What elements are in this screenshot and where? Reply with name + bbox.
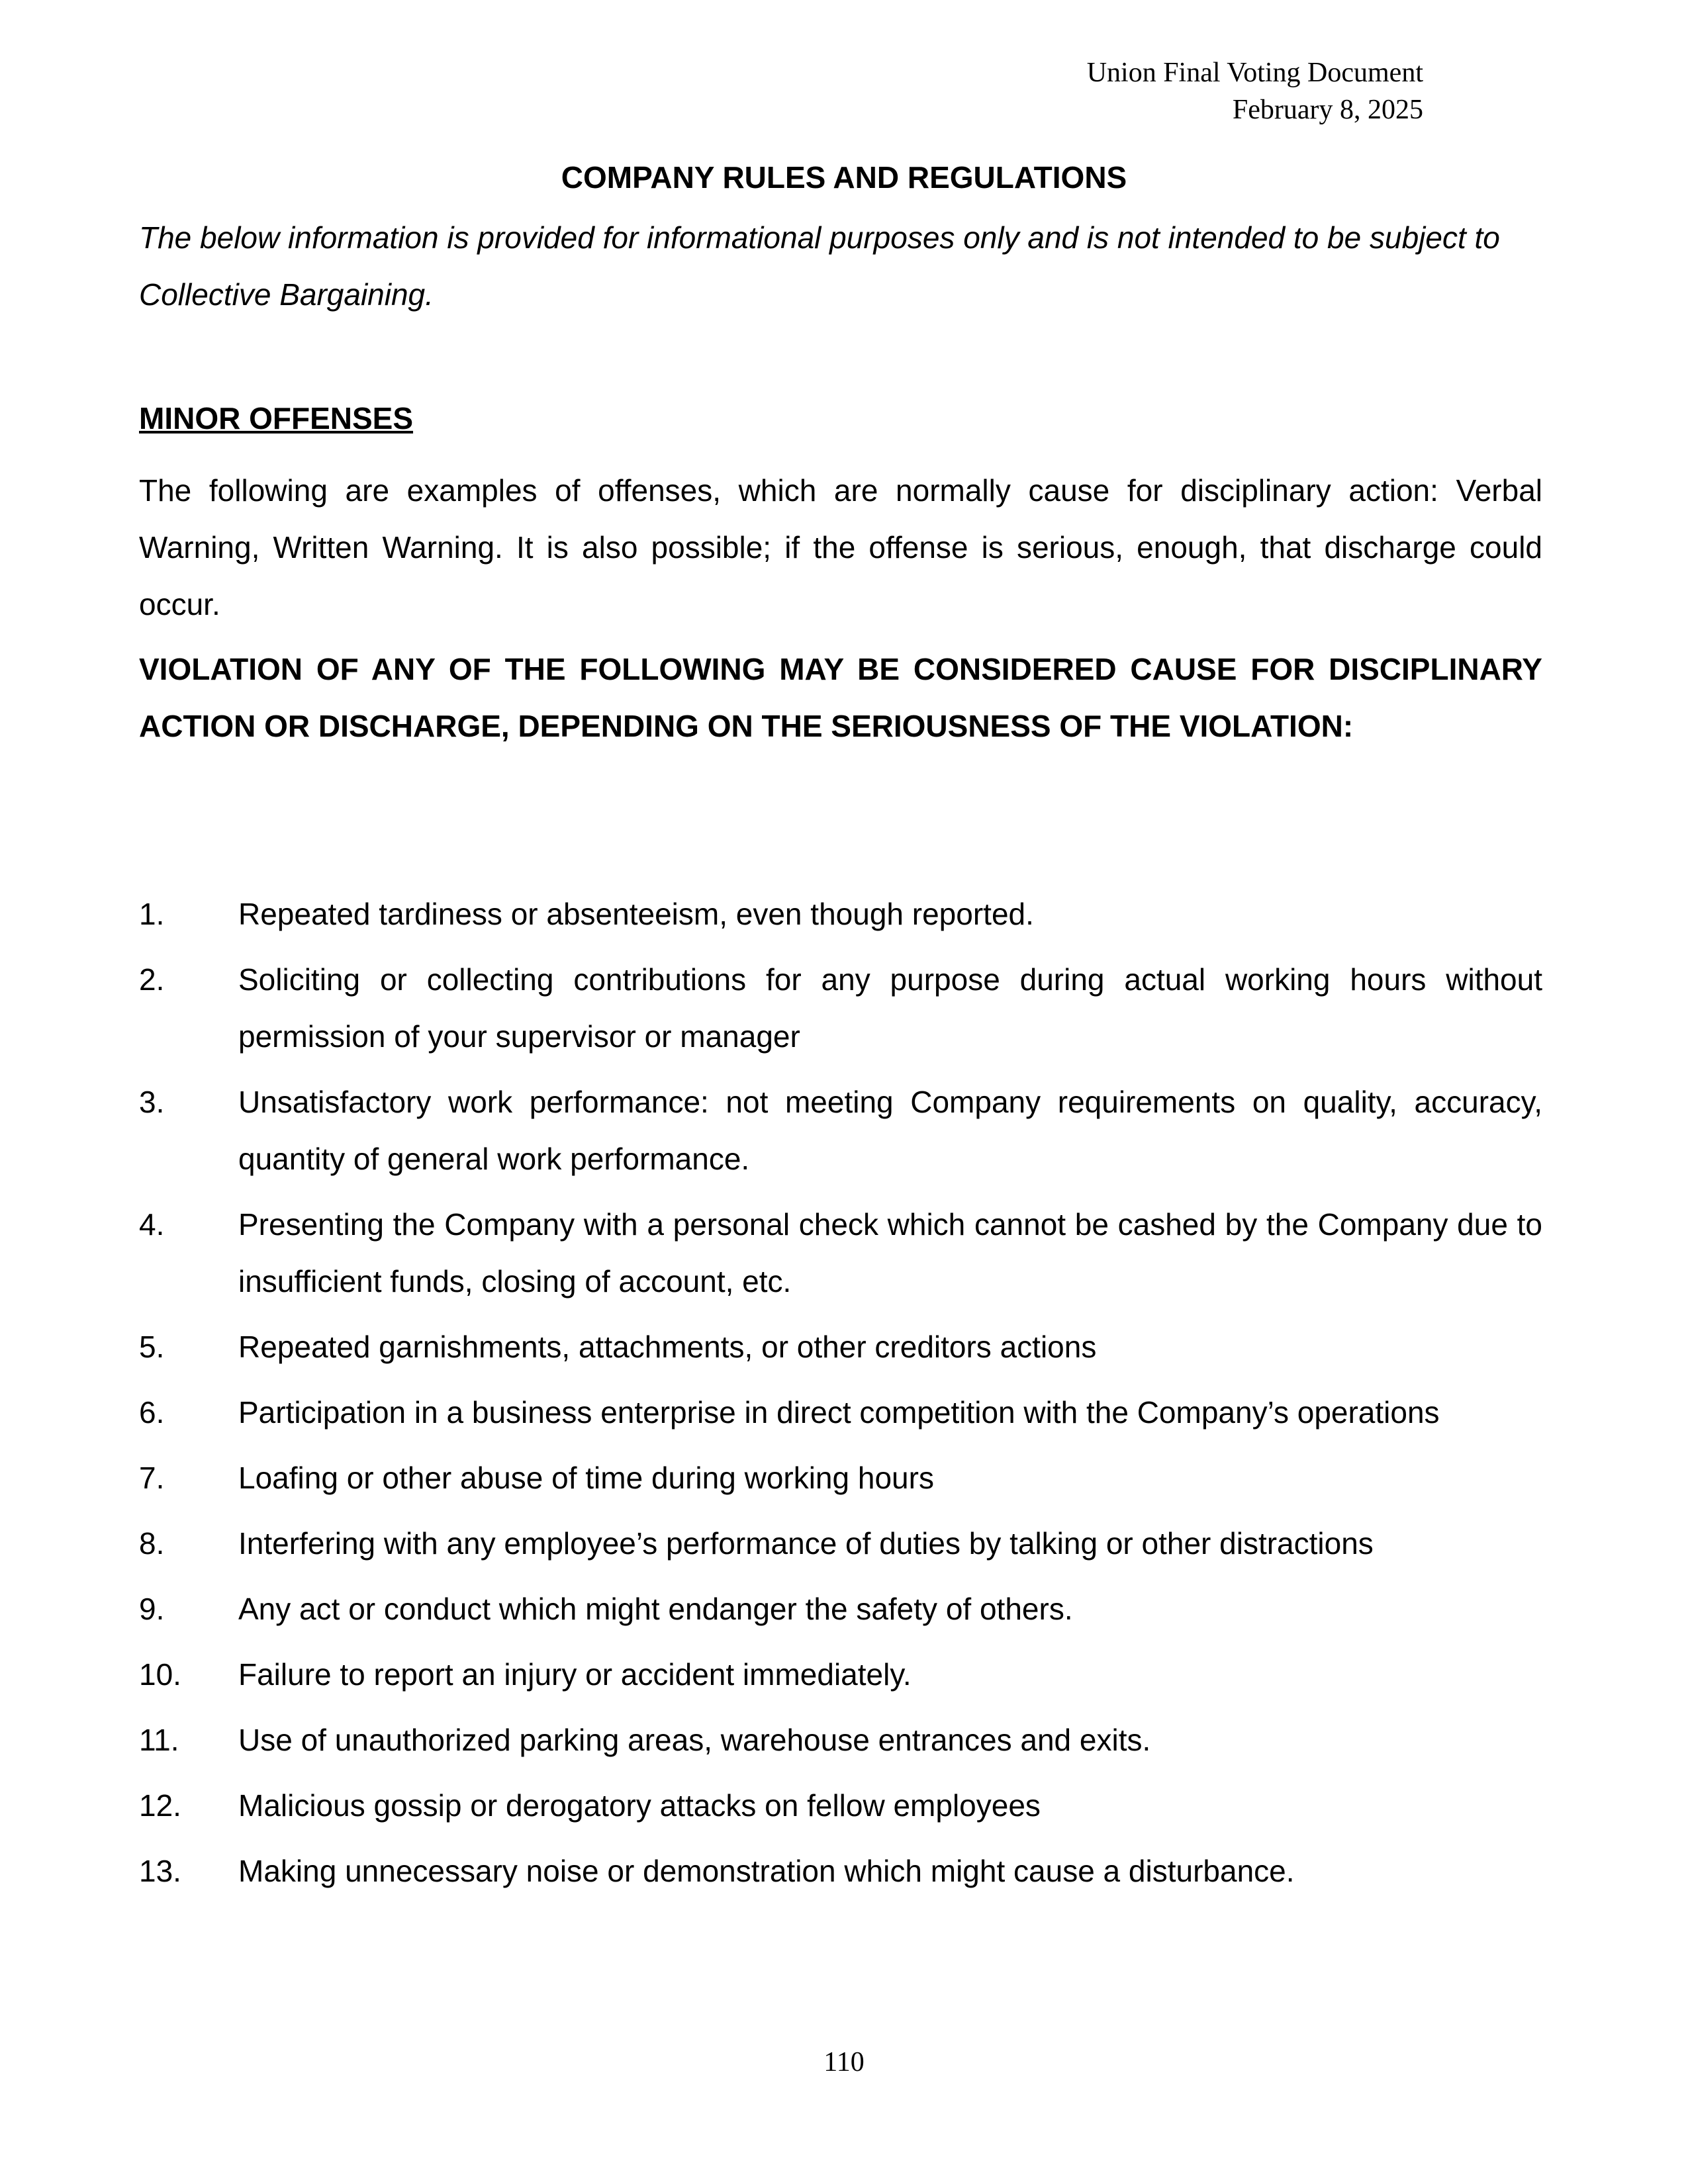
list-item-number: 3. [139,1085,165,1119]
list-item [139,1196,1542,1310]
intro-paragraph: The following are examples of offenses, which are normally cause for disciplinary action: Verbal Warning, Written Warning. It is also possible; if the offense is serious, enough, that discharge could occur. [139,473,1542,621]
list-item [139,1580,1542,1637]
list-item-text: Interfering with any employee’s performance of duties by talking or other distractions [238,1526,1374,1561]
list-item-number: 4. [139,1207,165,1242]
list-item-text: Any act or conduct which might endanger the safety of others. [238,1592,1073,1626]
list-item-text: Presenting the Company with a personal check which cannot be cashed by the Company due to insufficient funds, closing of account, etc. [238,1207,1542,1298]
list-item-text: Unsatisfactory work performance: not meeting Company requirements on quality, accuracy, quantity of general work performance. [238,1085,1542,1176]
list-item [139,1318,1542,1375]
disclaimer-text: The below information is provided for informational purposes only and is not intended to be subject to Collective Bargaining. [139,220,1500,312]
list-item [139,1777,1542,1834]
list-item-number: 2. [139,962,165,997]
list-item [139,1073,1542,1187]
header-date: February 8, 2025 [1232,95,1423,125]
list-item [139,1515,1542,1572]
list-item-number: 1. [139,897,165,931]
offense-list [139,886,1542,1908]
list-item [139,1843,1542,1899]
list-item [139,1449,1542,1506]
list-item-text: Loafing or other abuse of time during working hours [238,1461,934,1495]
list-item-text: Repeated tardiness or absenteeism, even though reported. [238,897,1034,931]
list-item-number: 7. [139,1461,165,1495]
section-heading-minor-offenses: MINOR OFFENSES [139,401,414,435]
list-item-text: Malicious gossip or derogatory attacks on fellow employees [238,1788,1041,1823]
list-item-number: 9. [139,1592,165,1626]
list-item [139,886,1542,942]
list-item-number: 5. [139,1330,165,1364]
list-item [139,1711,1542,1768]
page-title: COMPANY RULES AND REGULATIONS [561,160,1127,195]
list-item-number: 6. [139,1395,165,1430]
list-item-number: 10. [139,1657,181,1692]
list-item-text: Participation in a business enterprise in direct competition with the Company’s operations [238,1395,1440,1430]
list-item-text: Failure to report an injury or accident immediately. [238,1657,912,1692]
list-item-number: 13. [139,1854,181,1888]
list-item-text: Use of unauthorized parking areas, warehouse entrances and exits. [238,1723,1151,1757]
list-item-text: Repeated garnishments, attachments, or other creditors actions [238,1330,1097,1364]
list-item-number: 11. [139,1723,179,1757]
list-item [139,951,1542,1065]
violation-warning: VIOLATION OF ANY OF THE FOLLOWING MAY BE CONSIDERED CAUSE FOR DISCIPLINARY ACTION OR DISCHARGE, DEPENDING ON THE SERIOUSNESS OF THE VIOLATION: [139,652,1542,743]
list-item [139,1384,1542,1441]
list-item [139,1646,1542,1703]
header-document-name: Union Final Voting Document [1086,58,1423,88]
page-number: 110 [823,2047,865,2077]
list-item-text: Making unnecessary noise or demonstration which might cause a disturbance. [238,1854,1295,1888]
list-item-number: 8. [139,1526,165,1561]
list-item-text: Soliciting or collecting contributions for any purpose during actual working hours without permission of your supervisor or manager [238,962,1542,1054]
document-header [1087,54,1423,128]
list-item-number: 12. [139,1788,181,1823]
